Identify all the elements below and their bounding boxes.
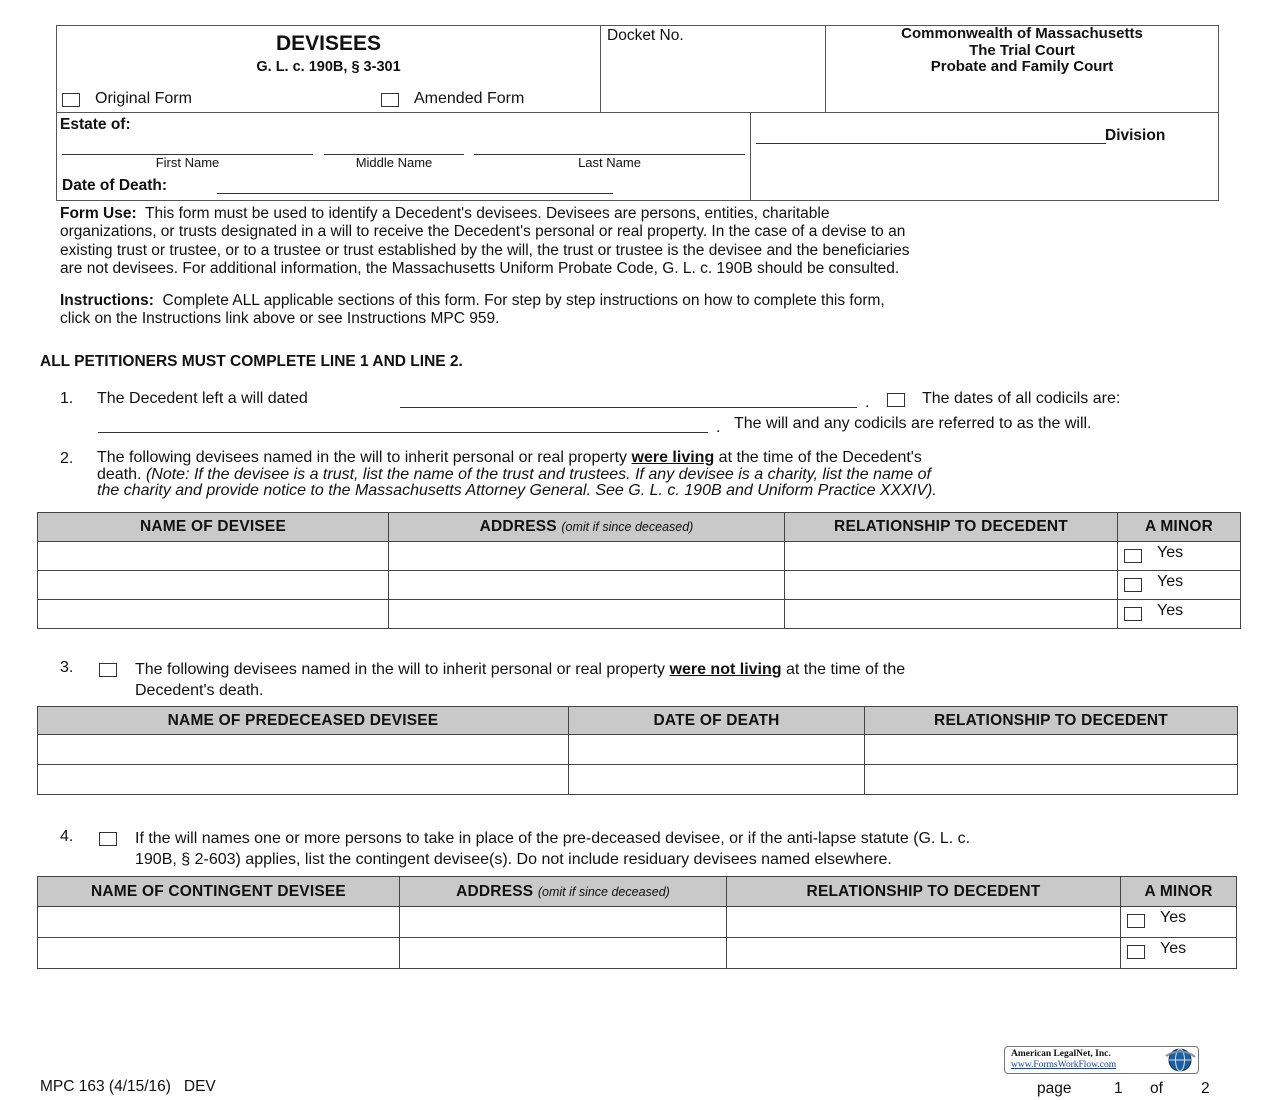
contingent-address-cell[interactable] [400, 938, 727, 969]
item2-text-c: death. [97, 465, 142, 483]
header-name-of-devisee: NAME OF DEVISEE [38, 513, 389, 542]
item4-line-1: If the will names one or more persons to take in place of the pre-deceased devisee, or if the anti-lapse statute (G. L. c. [135, 830, 971, 847]
item2-note-line-1: (Note: If the devisee is a trust, list the name of the trust and trustees. If any devisee is a charity, list the name of [145, 465, 931, 483]
contingent-relationship-cell[interactable] [727, 938, 1121, 969]
header-address-note: (omit if since deceased) [561, 520, 694, 534]
were-living-emphasis: were living [631, 449, 715, 466]
minor-yes-label: Yes [1160, 940, 1187, 957]
docket-label: Docket No. [607, 27, 684, 44]
devisee-name-cell[interactable] [38, 600, 389, 629]
item2-paragraph [97, 450, 1237, 500]
instructions-label: Instructions: [60, 292, 154, 309]
item4-checkbox[interactable] [99, 832, 117, 846]
form-use-label: Form Use: [60, 205, 137, 222]
item3-paragraph [135, 659, 1235, 701]
middle-name-label: Middle Name [355, 155, 433, 170]
table-row [38, 735, 1238, 765]
predeceased-date-cell[interactable] [569, 765, 865, 795]
minor-yes-label: Yes [1157, 573, 1184, 590]
form-use-line-4: are not devisees. For additional information, the Massachusetts Uniform Probate Code, G. L. c. 190B should be consulted. [60, 259, 900, 277]
all-petitioners-heading: ALL PETITIONERS MUST COMPLETE LINE 1 AND LINE 2. [40, 353, 463, 370]
first-name-label: First Name [155, 155, 220, 170]
were-not-living-emphasis: were not living [669, 661, 782, 678]
codicils-label: The dates of all codicils are: [922, 390, 1121, 407]
predeceased-name-cell[interactable] [38, 765, 569, 795]
living-devisees-table [37, 512, 1241, 629]
minor-cell [1121, 907, 1237, 938]
court-line-2: The Trial Court [969, 42, 1075, 59]
amended-form-checkbox[interactable] [381, 93, 399, 107]
minor-cell [1118, 571, 1241, 600]
instructions-line-1: Complete ALL applicable sections of this form. For step by step instructions on how to complete this form, [162, 292, 885, 309]
court-line-3: Probate and Family Court [930, 58, 1114, 75]
item4-line-2: 190B, § 2-603) applies, list the contingent devisee(s). Do not include residuary devisees named elsewhere. [135, 851, 892, 868]
predeceased-relationship-cell[interactable] [865, 735, 1238, 765]
minor-yes-label: Yes [1160, 909, 1187, 926]
minor-yes-checkbox[interactable] [1127, 914, 1145, 928]
minor-yes-checkbox[interactable] [1124, 607, 1142, 621]
contingent-name-cell[interactable] [38, 907, 400, 938]
minor-yes-checkbox[interactable] [1124, 549, 1142, 563]
item4-number: 4. [60, 828, 74, 845]
form-use-paragraph [60, 205, 1230, 278]
header-relationship: RELATIONSHIP TO DECEDENT [865, 707, 1238, 735]
minor-yes-checkbox[interactable] [1127, 945, 1145, 959]
item3-text-a: The following devisees named in the will to inherit personal or real property [135, 661, 666, 678]
devisee-name-cell[interactable] [38, 571, 389, 600]
original-form-label: Original Form [95, 90, 192, 107]
codicil-dates-input[interactable] [98, 432, 708, 433]
header-contingent-name: NAME OF CONTINGENT DEVISEE [38, 877, 400, 907]
estate-label: Estate of: [60, 116, 131, 133]
devisee-address-cell[interactable] [389, 571, 785, 600]
form-statute: G. L. c. 190B, § 3-301 [256, 59, 401, 75]
forms-workflow-logo[interactable] [1004, 1046, 1199, 1074]
division-label: Division [1105, 127, 1166, 144]
header-predeceased-name: NAME OF PREDECEASED DEVISEE [38, 707, 569, 735]
item1-dot-2: . [716, 419, 721, 436]
total-pages: 2 [1201, 1080, 1210, 1097]
logo-website-link[interactable]: www.FormsWorkFlow.com [1011, 1060, 1117, 1070]
devisee-relationship-cell[interactable] [785, 571, 1118, 600]
form-use-line-3: existing trust or trustee, or to a trustee or trust established by the will, the trust or trustee is the devisee and the beneficiaries [60, 241, 910, 259]
contingent-relationship-cell[interactable] [727, 907, 1121, 938]
table-row [38, 907, 1237, 938]
predeceased-name-cell[interactable] [38, 735, 569, 765]
form-use-line-1: This form must be used to identify a Decedent's devisees. Devisees are persons, entities, charitable [145, 205, 830, 222]
date-of-death-input[interactable] [217, 193, 613, 194]
of-label: of [1150, 1080, 1163, 1097]
form-title: DEVISEES [275, 32, 382, 55]
docket-input[interactable] [606, 48, 820, 108]
form-code: MPC 163 (4/15/16) DEV [40, 1078, 216, 1095]
devisee-address-cell[interactable] [389, 542, 785, 571]
header-relationship: RELATIONSHIP TO DECEDENT [785, 513, 1118, 542]
header-address-note: (omit if since deceased) [537, 884, 670, 899]
item2-text-a: The following devisees named in the will to inherit personal or real property [97, 449, 628, 466]
devisee-relationship-cell[interactable] [785, 542, 1118, 571]
item4-paragraph [135, 828, 1235, 870]
page-number: 1 [1114, 1080, 1123, 1097]
header-date-of-death: DATE OF DEATH [569, 707, 865, 735]
globe-icon [1163, 1047, 1197, 1073]
item2-text-b: at the time of the Decedent's [718, 449, 922, 466]
header-address [400, 877, 727, 907]
will-date-input[interactable] [400, 407, 857, 408]
minor-yes-label: Yes [1157, 602, 1184, 619]
court-line-1: Commonwealth of Massachusetts [901, 25, 1143, 42]
devisee-address-cell[interactable] [389, 600, 785, 629]
division-box [750, 112, 1219, 201]
item1-dot-1: . [865, 394, 870, 411]
form-use-line-2: organizations, or trusts designated in a will to receive the Decedent's personal or real property. In the case of a devise to an [60, 223, 906, 241]
predeceased-relationship-cell[interactable] [865, 765, 1238, 795]
table-row [38, 938, 1237, 969]
contingent-devisees-table [37, 876, 1237, 969]
table-row [38, 600, 1241, 629]
amended-form-label: Amended Form [414, 90, 525, 107]
item1-number: 1. [60, 390, 74, 407]
contingent-name-cell[interactable] [38, 938, 400, 969]
minor-cell [1118, 542, 1241, 571]
last-name-label: Last Name [578, 155, 641, 170]
header-address-label: ADDRESS [479, 518, 557, 535]
header-a-minor: A MINOR [1121, 877, 1237, 907]
item1-text: The Decedent left a will dated [97, 390, 308, 407]
codicils-checkbox[interactable] [887, 393, 905, 407]
division-input[interactable] [756, 143, 1106, 144]
header-relationship: RELATIONSHIP TO DECEDENT [727, 877, 1121, 907]
item3-text-b: at the time of the [785, 661, 906, 678]
instructions-paragraph [60, 292, 1230, 329]
header-address [389, 513, 785, 542]
minor-cell [1121, 938, 1237, 969]
date-of-death-label: Date of Death: [62, 177, 168, 194]
instructions-line-2: click on the Instructions link above or see Instructions MPC 959. [60, 310, 500, 328]
devisee-relationship-cell[interactable] [785, 600, 1118, 629]
devisee-name-cell[interactable] [38, 542, 389, 571]
minor-yes-label: Yes [1157, 544, 1184, 561]
header-address-label: ADDRESS [456, 882, 534, 900]
logo-company-name: American LegalNet, Inc. [1011, 1049, 1111, 1059]
table-row [38, 542, 1241, 571]
predeceased-date-cell[interactable] [569, 735, 865, 765]
item3-checkbox[interactable] [99, 663, 117, 677]
header-a-minor: A MINOR [1118, 513, 1241, 542]
table-row [38, 765, 1238, 795]
item3-number: 3. [60, 659, 74, 676]
minor-yes-checkbox[interactable] [1124, 578, 1142, 592]
item2-number: 2. [60, 450, 74, 467]
page-label: page [1037, 1080, 1072, 1097]
contingent-address-cell[interactable] [400, 907, 727, 938]
item2-note-line-2: the charity and provide notice to the Massachusetts Attorney General. See G. L. c. 190B and Uniform Practice XXXIV). [97, 482, 937, 499]
minor-cell [1118, 600, 1241, 629]
table-row [38, 571, 1241, 600]
item3-text-c: Decedent's death. [135, 682, 264, 699]
predeceased-devisees-table [37, 706, 1238, 795]
will-referred-text: The will and any codicils are referred to as the will. [734, 415, 1092, 432]
original-form-checkbox[interactable] [62, 93, 80, 107]
